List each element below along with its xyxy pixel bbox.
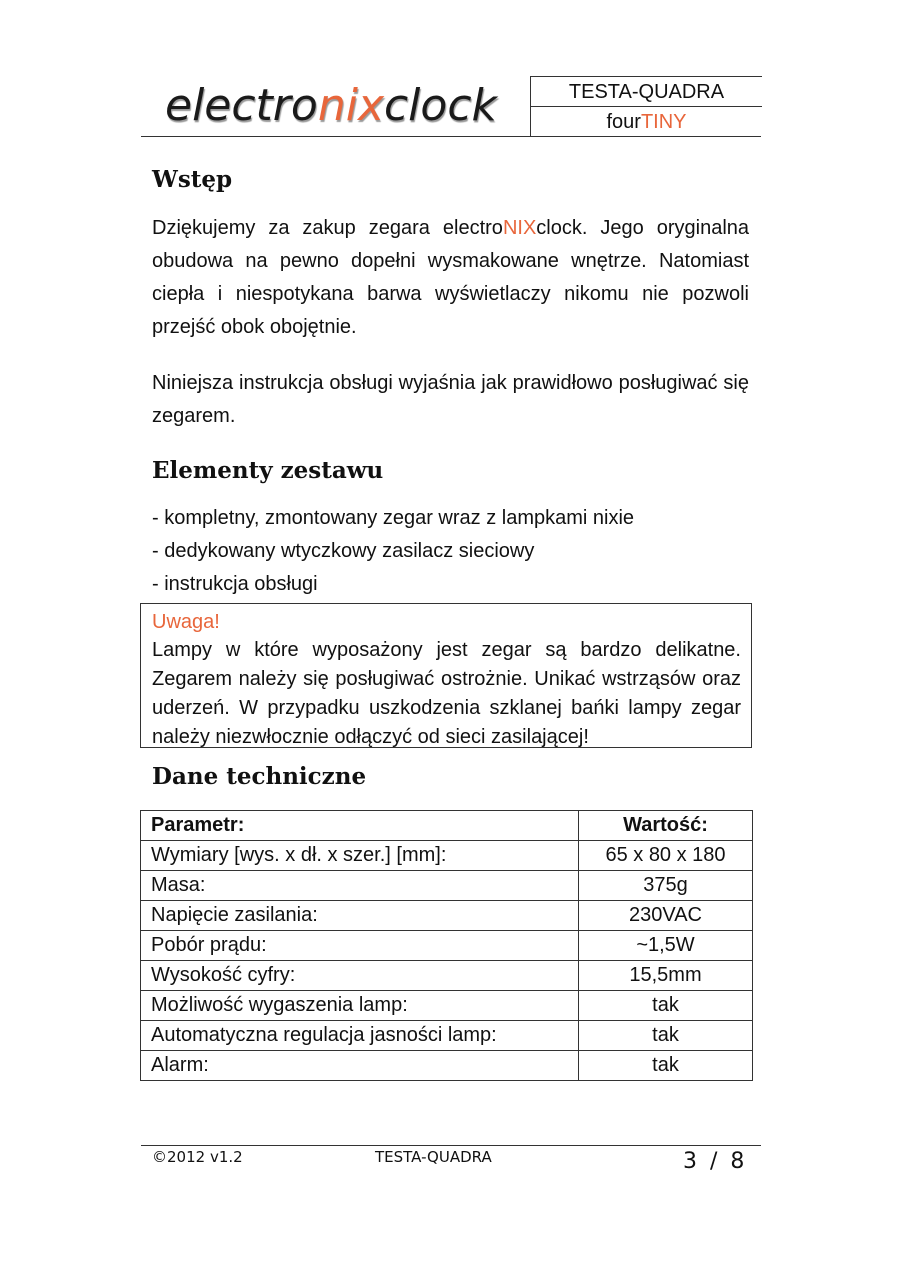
- table-row: [141, 991, 753, 1021]
- logo-part-clock: clock: [383, 80, 497, 131]
- footer-rule: [141, 1145, 761, 1146]
- model-variant: [531, 107, 762, 137]
- intro-text-nix: NIX: [502, 217, 537, 239]
- table-row: [141, 871, 753, 901]
- value-cell: tak: [579, 991, 753, 1021]
- column-header-value: Wartość:: [579, 811, 753, 841]
- value-cell: ~1,5W: [579, 931, 753, 961]
- param-cell: Możliwość wygaszenia lamp:: [141, 991, 579, 1021]
- kit-heading: Elementy zestawu: [152, 457, 384, 484]
- value-cell: 375g: [579, 871, 753, 901]
- page-header: [141, 76, 761, 138]
- warning-box: [140, 603, 752, 748]
- column-header-parameter: Parametr:: [141, 811, 579, 841]
- param-cell: Wymiary [wys. x dł. x szer.] [mm]:: [141, 841, 579, 871]
- model-variant-four: four: [606, 111, 641, 133]
- logo-part-nix: nix: [317, 80, 384, 131]
- value-cell: tak: [579, 1021, 753, 1051]
- specs-heading: Dane techniczne: [152, 763, 367, 790]
- brand-logo: [165, 78, 497, 134]
- page-number: 3 / 8: [683, 1149, 748, 1174]
- value-cell: 230VAC: [579, 901, 753, 931]
- param-cell: Alarm:: [141, 1051, 579, 1081]
- param-cell: Masa:: [141, 871, 579, 901]
- intro-text-c: clock. Jego oryginalna obudowa na pewno dopełni wysmakowane wnętrze. Natomiast ciepła i niespotykana barwa wyświetlaczy nikomu nie pozwoli przejść obok obojętnie.: [152, 217, 750, 338]
- warning-title: Uwaga!: [152, 611, 220, 633]
- param-cell: Wysokość cyfry:: [141, 961, 579, 991]
- kit-item: - dedykowany wtyczkowy zasilacz sieciowy: [152, 540, 535, 562]
- param-cell: Napięcie zasilania:: [141, 901, 579, 931]
- model-variant-tiny: TINY: [640, 111, 687, 133]
- table-row: [141, 1051, 753, 1081]
- intro-paragraph-1: [152, 212, 749, 344]
- table-row: [141, 961, 753, 991]
- model-box: [530, 76, 762, 136]
- specs-table: [140, 810, 753, 1081]
- intro-text-a: Dziękujemy za zakup zegara electro: [152, 217, 503, 239]
- intro-paragraph-2: Niniejsza instrukcja obsługi wyjaśnia jak prawidłowo posługiwać się zegarem.: [152, 372, 749, 427]
- param-cell: Pobór prądu:: [141, 931, 579, 961]
- table-row: [141, 901, 753, 931]
- kit-item: - instrukcja obsługi: [152, 573, 318, 595]
- kit-item: - kompletny, zmontowany zegar wraz z lampkami nixie: [152, 507, 635, 529]
- warning-text: Lampy w które wyposażony jest zegar są bardzo delikatne. Zegarem należy się posługiwać ostrożnie. Unikać wstrząsów oraz uderzeń. W przypadku uszkodzenia szklanej bańki lampy zegar należy niezwłocznie odłączyć od sieci zasilającej!: [152, 639, 741, 748]
- table-row: [141, 841, 753, 871]
- table-row: [141, 931, 753, 961]
- value-cell: tak: [579, 1051, 753, 1081]
- model-name: TESTA-QUADRA: [568, 81, 725, 103]
- param-cell: Automatyczna regulacja jasności lamp:: [141, 1021, 579, 1051]
- intro-heading: Wstęp: [152, 166, 233, 193]
- table-header-row: [141, 811, 753, 841]
- value-cell: 15,5mm: [579, 961, 753, 991]
- table-row: [141, 1021, 753, 1051]
- footer-model: TESTA-QUADRA: [375, 1148, 492, 1166]
- logo-part-electro: electro: [165, 80, 318, 131]
- value-cell: 65 x 80 x 180: [579, 841, 753, 871]
- header-rule: [141, 136, 761, 137]
- footer-copyright: ©2012 v1.2: [152, 1148, 243, 1166]
